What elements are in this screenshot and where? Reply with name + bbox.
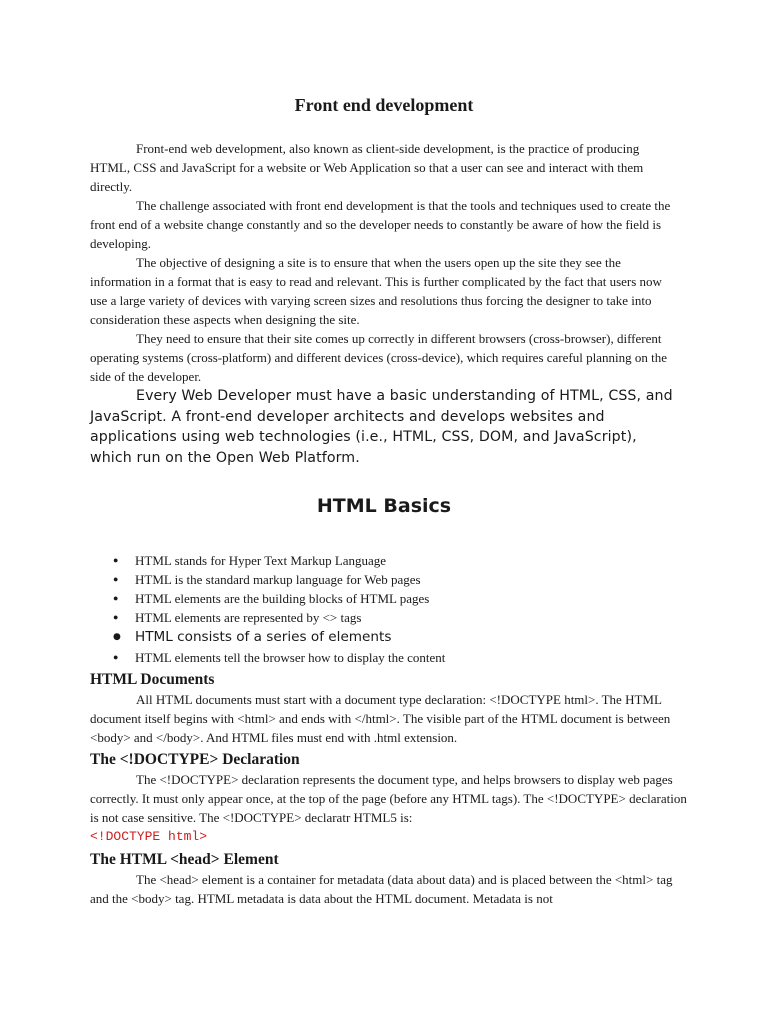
list-item: ● HTML stands for Hyper Text Markup Language	[90, 551, 690, 570]
intro-paragraph: They need to ensure that their site comes up correctly in different browsers (cross-browser), different operating systems (cross-platform) and different devices (cross-device), which requires careful planning on the side of the developer.	[90, 331, 667, 384]
head-element-section	[90, 850, 690, 908]
list-item: ● HTML elements are represented by <> tags	[90, 608, 690, 627]
intro-paragraph-sans: Every Web Developer must have a basic understanding of HTML, CSS, and JavaScript. A front-end developer architects and develops websites and applications using web technologies (i.e., HTML, CSS, DOM, and JavaScript), which run on the Open Web Platform.	[90, 388, 673, 467]
intro-paragraph: Front-end web development, also known as client-side development, is the practice of producing HTML, CSS and JavaScript for a website or Web Application so that a user can see and interact with them directly.	[90, 141, 644, 194]
html-documents-section	[90, 670, 690, 747]
section-body: The <!DOCTYPE> declaration represents the document type, and helps browsers to display web pages correctly. It must only appear once, at the top of the page (before any HTML tags). The <!DOCTYPE> declaration is not case sensitive. The <!DOCTYPE> declaratr HTML5 is:	[90, 772, 687, 825]
section-body: All HTML documents must start with a document type declaration: <!DOCTYPE html>. The HTML document itself begins with <html> and ends with </html>. The visible part of the HTML document is between <body> and </body>. And HTML files must end with .html extension.	[90, 692, 671, 745]
list-item: ● HTML consists of a series of elements	[90, 627, 690, 648]
html-basics-heading: HTML Basics	[316, 495, 452, 517]
section-body: The <head> element is a container for metadata (data about data) and is placed between the <html> tag and the <body> tag. HTML metadata is data about the HTML document. Metadata is not	[90, 872, 673, 906]
intro-section	[90, 139, 680, 469]
list-item: ● HTML elements tell the browser how to display the content	[90, 648, 690, 667]
intro-paragraph: The objective of designing a site is to ensure that when the users open up the site they see the information in a format that is easy to read and relevant. This is further complicated by the fact that users now use a large variety of devices with varying screen sizes and resolutions thus forcing the designer to take into consideration these aspects when designing the site.	[90, 255, 662, 327]
section-heading: HTML Documents	[90, 671, 215, 688]
section-heading: The <!DOCTYPE> Declaration	[90, 751, 300, 768]
intro-paragraph: The challenge associated with front end development is that the tools and techniques used to create the front end of a website change constantly and so the developer needs to constantly be aware of how the field is developing.	[90, 198, 671, 251]
list-item: ● HTML elements are the building blocks of HTML pages	[90, 589, 690, 608]
list-item: ● HTML is the standard markup language for Web pages	[90, 570, 690, 589]
html-basics-list	[90, 551, 690, 667]
page-title: Front end development	[294, 95, 474, 115]
section-heading: The HTML <head> Element	[90, 851, 279, 868]
code-sample: <!DOCTYPE html>	[90, 829, 208, 844]
doctype-section	[90, 750, 690, 846]
